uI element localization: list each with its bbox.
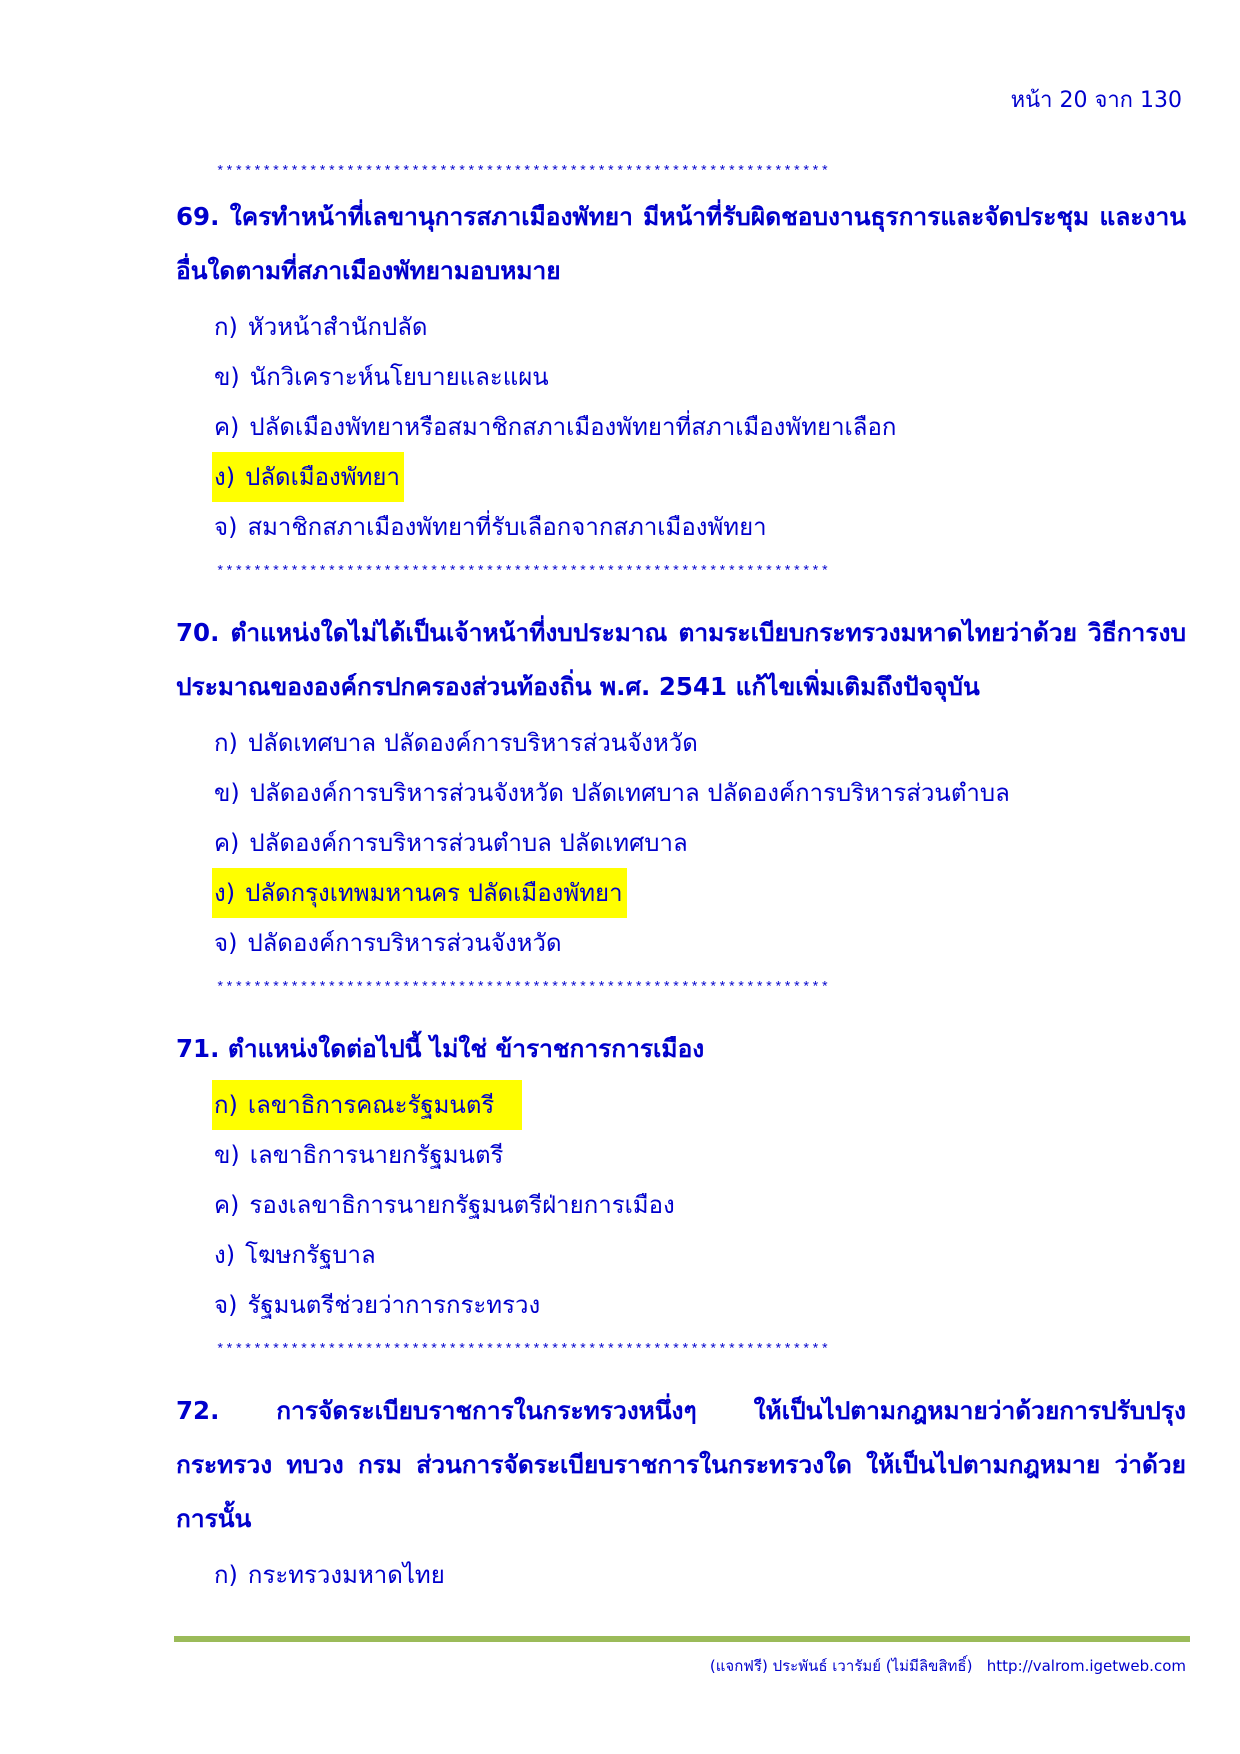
option-item — [214, 1550, 1186, 1600]
question-text: 72. การจัดระเบียบราชการในกระทรวงหนึ่งๆ ให้เป็นไปตามกฎหมายว่าด้วยการปรับปรุง กระทรวง ทบวง กรม ส่วนการจัดระเบียบราชการในกระทรวงใด ให้เป็นไปตามกฎหมาย ว่าด้วยการนั้น — [176, 1396, 1186, 1533]
page-number: หน้า 20 จาก 130 — [1010, 88, 1182, 113]
separator-line: ****************************************************************** — [216, 564, 830, 580]
option-text: ปลัดองค์การบริหารส่วนตำบล ปลัดเทศบาล — [249, 829, 688, 857]
footer-credit — [710, 1654, 1186, 1678]
separator-line: ****************************************************************** — [216, 164, 830, 180]
option-text: รัฐมนตรีช่วยว่าการกระทรวง — [247, 1291, 541, 1319]
option-letter: จ) — [214, 513, 238, 541]
option-text: ปลัดองค์การบริหารส่วนจังหวัด — [247, 929, 562, 957]
option-letter: จ) — [214, 1291, 238, 1319]
option-letter: ข) — [214, 779, 240, 807]
question-block-72 — [176, 1384, 1186, 1600]
option-text: เลขาธิการนายกรัฐมนตรี — [249, 1141, 504, 1169]
option-item — [214, 352, 1186, 402]
option-text: โฆษกรัฐบาล — [245, 1241, 376, 1269]
option-text: ปลัดเมืองพัทยาหรือสมาชิกสภาเมืองพัทยาที่สภาเมืองพัทยาเลือก — [249, 413, 897, 441]
option-text: กระทรวงมหาดไทย — [247, 1561, 445, 1589]
option-list — [214, 302, 1186, 552]
separator-line: ****************************************************************** — [216, 980, 830, 996]
question-text: 69. ใครทำหน้าที่เลขานุการสภาเมืองพัทยา มีหน้าที่รับผิดชอบงานธุรการและจัดประชุม และงานอื่นใดตามที่สภาเมืองพัทยามอบหมาย — [176, 202, 1186, 285]
footer-divider — [174, 1636, 1190, 1642]
option-letter: ง) — [214, 1241, 236, 1269]
option-item — [214, 1180, 1186, 1230]
question-text: 71. ตำแหน่งใดต่อไปนี้ ไม่ใช่ ข้าราชการการเมือง — [176, 1034, 705, 1063]
separator-line: ****************************************************************** — [216, 1342, 830, 1358]
option-list — [214, 718, 1186, 968]
option-item — [214, 818, 1186, 868]
question-text: 70. ตำแหน่งใดไม่ได้เป็นเจ้าหน้าที่งบประมาณ ตามระเบียบกระทรวงมหาดไทยว่าด้วย วิธีการงบประมาณขององค์กรปกครองส่วนท้องถิ่น พ.ศ. 2541 แก้ไขเพิ่มเติมถึงปัจจุบัน — [176, 618, 1186, 701]
option-text: ปลัดเมืองพัทยา — [245, 463, 400, 491]
option-text: ปลัดองค์การบริหารส่วนจังหวัด ปลัดเทศบาล ปลัดองค์การบริหารส่วนตำบล — [249, 779, 1010, 807]
option-list — [214, 1080, 1186, 1330]
question-block-69 — [176, 190, 1186, 552]
option-list — [214, 1550, 1186, 1600]
option-letter: ก) — [214, 313, 238, 341]
document-body — [176, 160, 1186, 1608]
option-item-answer — [214, 452, 1186, 502]
footer-author: (แจกฟรี) ประพันธ์ เวารัมย์ (ไม่มีลิขสิทธิ์) — [709, 1657, 973, 1675]
option-letter: ก) — [214, 1091, 238, 1119]
option-item — [214, 768, 1186, 818]
option-item-answer — [214, 1080, 1186, 1130]
option-letter: ค) — [214, 829, 240, 857]
option-item — [214, 1230, 1186, 1280]
option-text: หัวหน้าสำนักปลัด — [247, 313, 428, 341]
option-item — [214, 402, 1186, 452]
option-text: สมาชิกสภาเมืองพัทยาที่รับเลือกจากสภาเมืองพัทยา — [247, 513, 767, 541]
question-block-71 — [176, 1022, 1186, 1330]
option-text: รองเลขาธิการนายกรัฐมนตรีฝ่ายการเมือง — [249, 1191, 675, 1219]
option-letter: ก) — [214, 1561, 238, 1589]
option-letter: ง) — [214, 879, 236, 907]
option-letter: ค) — [214, 413, 240, 441]
option-letter: จ) — [214, 929, 238, 957]
option-item-answer — [214, 868, 1186, 918]
option-letter: ข) — [214, 1141, 240, 1169]
option-letter: ก) — [214, 729, 238, 757]
option-text: ปลัดเทศบาล ปลัดองค์การบริหารส่วนจังหวัด — [247, 729, 698, 757]
option-item — [214, 1130, 1186, 1180]
option-text: นักวิเคราะห์นโยบายและแผน — [249, 363, 549, 391]
option-item — [214, 718, 1186, 768]
option-item — [214, 302, 1186, 352]
option-letter: ข) — [214, 363, 240, 391]
option-item — [214, 502, 1186, 552]
question-block-70 — [176, 606, 1186, 968]
option-text: ปลัดกรุงเทพมหานคร ปลัดเมืองพัทยา — [245, 879, 623, 907]
option-text: เลขาธิการคณะรัฐมนตรี — [247, 1091, 495, 1119]
option-letter: ง) — [214, 463, 236, 491]
option-item — [214, 918, 1186, 968]
option-letter: ค) — [214, 1191, 240, 1219]
option-item — [214, 1280, 1186, 1330]
footer-url[interactable]: http://valrom.igetweb.com — [986, 1657, 1186, 1675]
